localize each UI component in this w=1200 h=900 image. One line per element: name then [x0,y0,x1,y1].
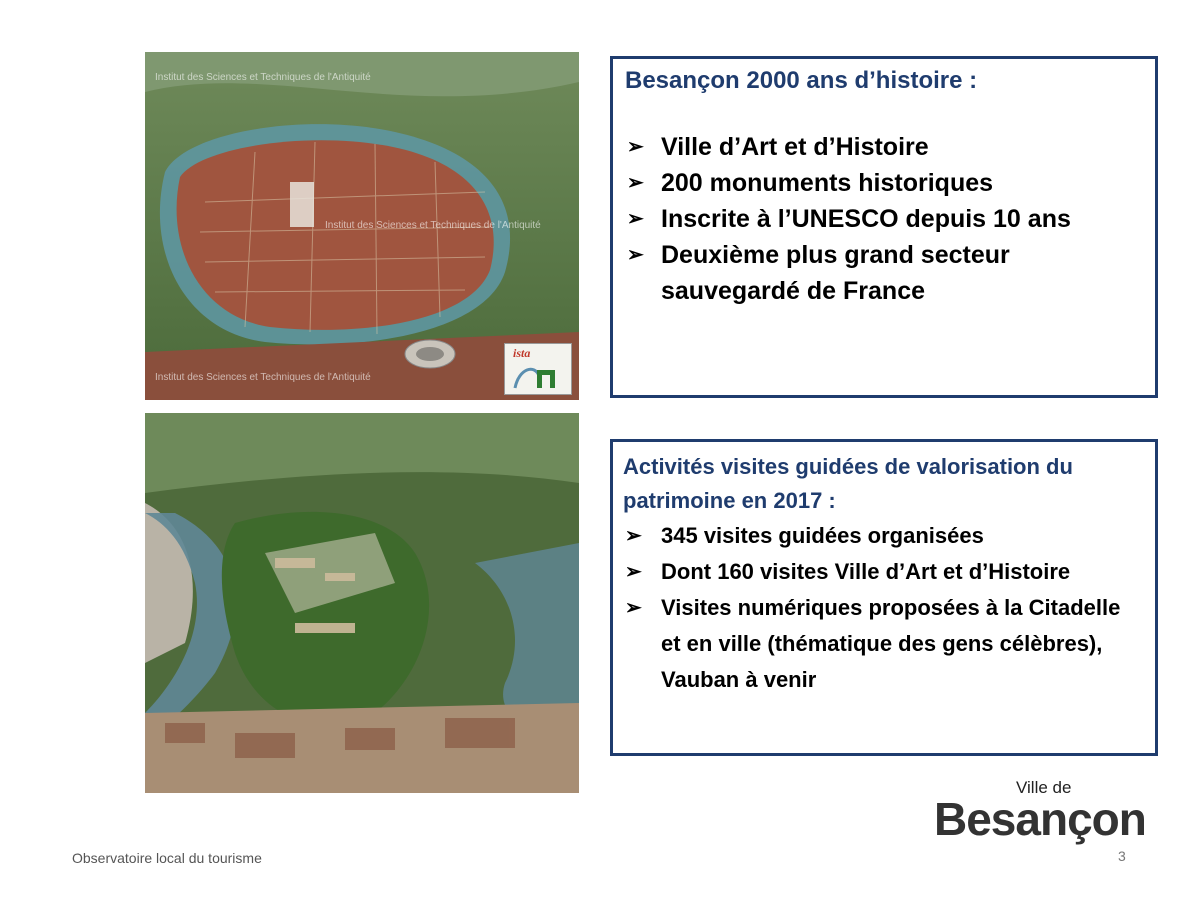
history-list [625,129,1143,309]
list-item: ➢ 200 monuments historiques [625,165,1143,201]
list-item: ➢ Visites numériques proposées à la Citadelle et en ville (thématique des gens célèbres), Vauban à venir [623,590,1145,698]
guided-tours-list [623,518,1145,698]
arrow-bullet-icon: ➢ [627,244,644,266]
ista-logo [504,343,572,395]
logo-besancon: Besançon [934,793,1146,845]
watermark-top: Institut des Sciences et Techniques de l'Antiquité [155,72,371,83]
list-item: ➢ Dont 160 visites Ville d’Art et d’Histoire [623,554,1145,590]
list-item: ➢ Inscrite à l’UNESCO depuis 10 ans [625,201,1143,237]
arrow-bullet-icon: ➢ [627,208,644,230]
watermark-bottom: Institut des Sciences et Techniques de l'Antiquité [155,372,371,383]
footer-label: Observatoire local du tourisme [72,850,262,866]
arrow-bullet-icon: ➢ [625,561,642,583]
ista-logo-text: ista [513,346,531,360]
citadel-aerial-image [145,413,579,793]
arrow-bullet-icon: ➢ [627,136,644,158]
guided-tours-title: Activités visites guidées de valorisation du patrimoine en 2017 : [623,454,1073,513]
watermark-mid: Institut des Sciences et Techniques de l'Antiquité [325,220,541,231]
page-number: 3 [1118,848,1126,864]
list-item: ➢ Ville d’Art et d’Histoire [625,129,1143,165]
arrow-bullet-icon: ➢ [627,172,644,194]
logo-ville-de: Ville de [1016,778,1072,797]
list-item: ➢ 345 visites guidées organisées [623,518,1145,554]
arrow-bullet-icon: ➢ [625,525,642,547]
list-item: ➢ Deuxième plus grand secteur sauvegardé de France [625,237,1143,309]
arrow-bullet-icon: ➢ [625,597,642,619]
history-box [610,56,1158,398]
guided-tours-box [610,439,1158,756]
history-box-title: Besançon 2000 ans d’histoire : [625,67,978,94]
